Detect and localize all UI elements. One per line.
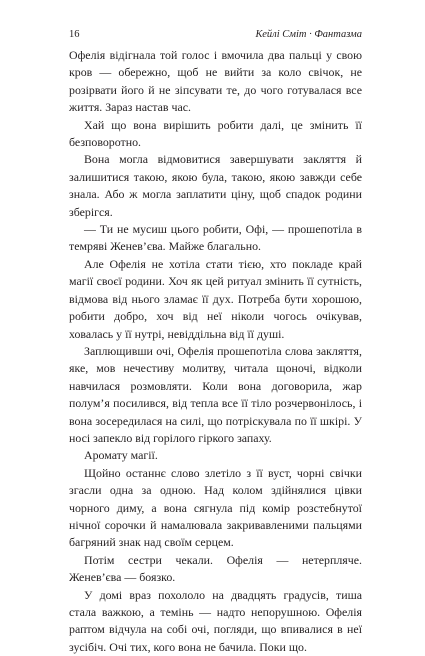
paragraph: — Ти не мусиш цього робити, Офі, — прошепотіла в темряві Женев’єва. Майже благально. (69, 222, 362, 254)
running-head: Кейлі Сміт · Фантазма (255, 29, 362, 40)
paragraph: Заплющивши очі, Офелія прошепотіла слова закляття, яке, мов нечестиву молитву, читала щоночі, відколи навчилася розмовляти. Коли вона договорила, жар полум’я посилився, від тепла все її тіло розчервонілось, і вона зосередилася на силі, що потріскувала по її шкірі. У носі запекло від горілого гіркого запаху. (69, 343, 362, 445)
paragraph: Офелія відігнала той голос і вмочила два пальці у свою кров — обережно, щоб не вийти за коло свічок, не розірвати його й не зіпсувати те, до чого готувалася все життя. Зараз настав час. (69, 48, 362, 115)
body-text (69, 47, 362, 656)
page-number: 16 (69, 29, 80, 40)
paragraph: Хай що вона вирішить робити далі, це змінить її безповоротно. (69, 117, 362, 150)
paragraph: У домі враз похололо на двадцять градусів, тиша стала важкою, а темінь — надто непорушною. Офелія раптом відчула на собі очі, погляди, що впивалися в неї зусібіч. Очі тих, кого вона не бачила. Поки що. (69, 587, 362, 654)
paragraph: Але Офелія не хотіла стати тією, хто покладе край магії своєї родини. Хоч як цей ритуал змінить її сутність, відмова від нього зламає її дух. Потреба бути хорошою, робити добро, хоч від неї ніколи чогось очікував, ховалась у її нутрі, невіддільна від її душі. (69, 256, 362, 341)
paragraph: Потім сестри чекали. Офелія — нетерпляче. Женев’єва — боязко. (69, 552, 362, 585)
paragraph: Вона могла відмовитися завершувати закляття й залишитися такою, якою була, такою, якою завжди себе знала. Або ж могла заплатити ціну, щоб спадок родини зберігся. (69, 152, 362, 219)
paragraph: Аромату магії. (84, 448, 158, 463)
page-header (69, 29, 362, 45)
paragraph: Щойно останнє слово злетіло з її вуст, чорні свічки згасли одна за одною. Над колом здійнялися цівки чорного диму, а вона сягнула під комір розстебнутої нічної сорочки й намалювала закривавленими пальцями багряний знак над своїм серцем. (69, 465, 362, 550)
